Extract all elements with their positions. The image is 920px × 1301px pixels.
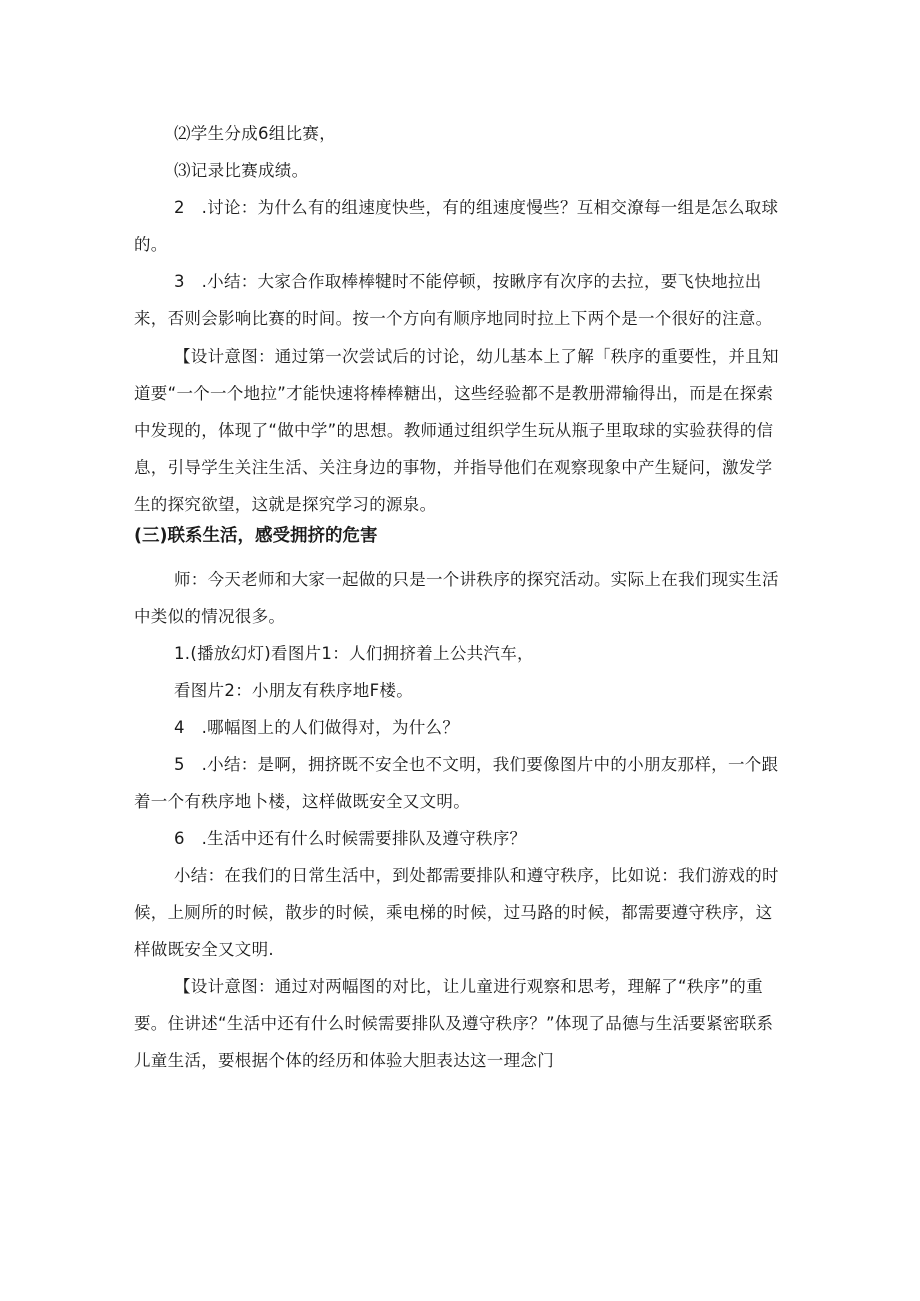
paragraph-step-3-record: ⑶记录比赛成绩。: [174, 161, 309, 180]
paragraph-summary-5: 5 .小结：是啊，拥挤既不安全也不文明，我们要像图片中的小朋友那样，一个跟着一个有秩序地卜楼，这样做既安全又文明。: [134, 755, 779, 811]
paragraph-question-4: 4 .哪幅图上的人们做得对，为什么？: [174, 718, 460, 737]
section-heading-three: (三)联系生活，感受拥挤的危害: [134, 526, 378, 546]
paragraph-teacher-intro: 师：今天老师和大家一起做的只是一个讲秩序的探究活动。实际上在我们现实生活中类似的情况很多。: [134, 570, 779, 626]
paragraph-question-6: 6 .生活中还有什么时候需要排队及遵守秩序？: [174, 829, 527, 848]
paragraph-step-2-groups: ⑵学生分成6组比赛，: [174, 124, 336, 143]
paragraph-design-intent-1: 【设计意图：通过第一次尝试后的讨论，幼儿基本上了解「秩序的重要性，并且知道要“一个一个地拉”才能快速将棒棒糖出，这些经验都不是教册滞输得出，而是在探索中发现的，体现了“做中学”的思想。教师通过组织学生玩从瓶子里取球的实验获得的信息，引导学生关注生活、关注身边的事物，并指导他们在观察现象中产生疑问，激发学生的探究欲望，这就是探究学习的源泉。: [134, 347, 779, 514]
paragraph-summary-1: 3 .小结：大家合作取棒棒犍时不能停顿，按瞅序有次序的去拉，要飞快地拉出来，否则会影响比赛的时间。按一个方向有顺序地同时拉上下两个是一个很好的注意。: [134, 272, 773, 328]
paragraph-summary-daily-life: 小结：在我们的日常生活中，到处都需要排队和遵守秩序，比如说：我们游戏的时候，上厕所的时候，散步的时候，乘电梯的时候，过马路的时候，都需要遵守秩序，这样做既安全又文明.: [134, 866, 779, 959]
paragraph-picture-2: 看图片2：小朋友有秩序地F楼。: [174, 681, 413, 700]
paragraph-design-intent-2: 【设计意图：通过对两幅图的对比，让儿童进行观察和思考，理解了“秩序”的重要。住讲述“生活中还有什么时候需要排队及遵守秩序？”体现了品德与生活要紧密联系儿童生活，要根据个体的经历和体验大胆表达这一理念门: [134, 977, 774, 1070]
paragraph-discussion: 2 .讨论：为什么有的组速度快些，有的组速度慢些？互相交潦每一组是怎么取球的。: [134, 198, 779, 254]
paragraph-slide-picture-1: 1.(播放幻灯)看图片1：人们拥挤着上公共汽车，: [174, 644, 534, 663]
